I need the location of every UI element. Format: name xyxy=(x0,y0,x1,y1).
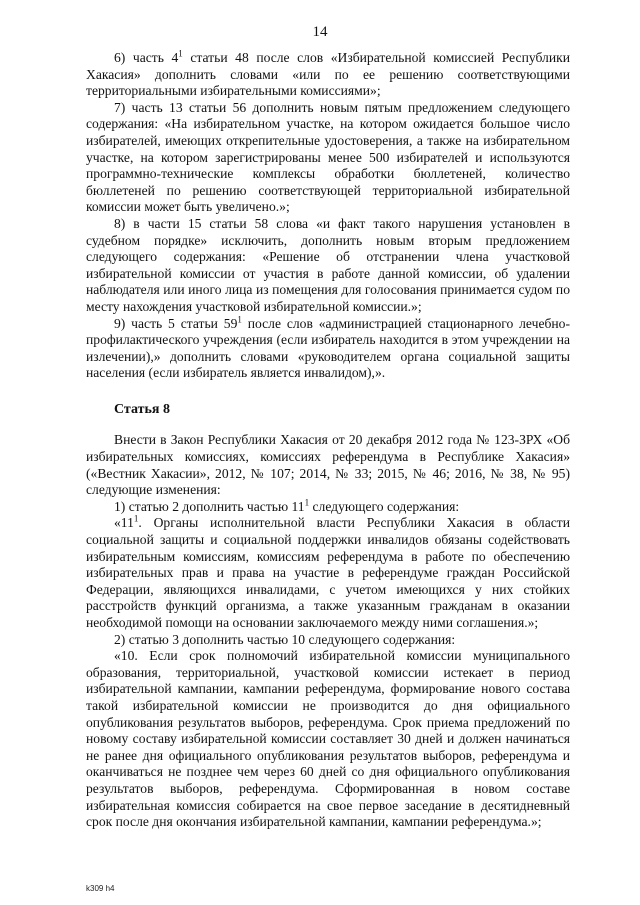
paragraph-change-2: 2) статью 3 дополнить частью 10 следующего содержания: xyxy=(114,631,456,647)
paragraph-item-8: 8) в части 15 статьи 58 слова «и факт такого нарушения установлен в судебном порядке» исключить, дополнить новым вторым предложением следующего содержания: «Решение об отстранении члена участковой избирательной комиссии от участия в работе данной комиссии, об удалении наблюдателя или иного лица из помещения для голосования принимается судом по месту нахождения участковой избирательной комиссии.»; xyxy=(86,215,570,314)
paragraph-part-10: «10. Если срок полномочий избирательной комиссии муниципального образования, территориальной, участковой комиссии истекает в период избирательной кампании, кампании референдума, формирование нового состава такой избирательной комиссии не производится до дня официального опубликования результатов выборов, референдума. Срок приема предложений по новому составу избирательной комиссии составляет 30 дней и должен начинаться не ранее дня официального опубликования результатов выборов, референдума и оканчиваться не позднее чем через 60 дней со дня официального опубликования результатов выборов, референдума. Сформированная в новом составе избирательная комиссия собирается на свое первое заседание в десятидневный срок после дня окончания избирательной кампании, кампании референдума.»; xyxy=(86,648,570,830)
footer-code: k309 h4 xyxy=(86,884,115,893)
paragraph-item-6: 6) часть $4^1$ статьи 48 после слов «Избирательной комиссией Республики Хакасия» дополнить словами «или по ее решению соответствующими территориальными избирательными комиссиями»; xyxy=(86,48,570,99)
page-number: 14 xyxy=(312,24,328,40)
document-body xyxy=(86,50,570,831)
paragraph-change-1: 1) статью 2 дополнить частью $11^1$ следующего содержания: xyxy=(114,497,460,514)
paragraph-article-intro: Внести в Закон Республики Хакасия от 20 декабря 2012 года № 123-ЗРХ «Об избирательных комиссиях, комиссиях референдума в Республике Хакасия» («Вестник Хакасии», 2012, № 107; 2014, № 33; 2015, № 46; 2016, № 38, № 95) следующие изменения: xyxy=(86,432,570,498)
paragraph-item-9: 9) часть 5 статьи $59^1$ после слов «администрацией стационарного лечебно-профилактического учреждения (если избиратель находится в этом учреждении на излечении),» дополнить словами «руководителем органа социальной защиты населения (если избиратель является инвалидом),». xyxy=(86,313,570,381)
article-heading: Статья 8 xyxy=(114,401,170,417)
paragraph-part-11-1: «$11^1$. Органы исполнительной власти Республики Хакасия в области социальной защиты и социальной поддержки инвалидов обязаны содействовать избирательным комиссиям, комиссиям референдума в работе по обеспечению избирательных прав и права на участие в референдуме граждан Российской Федерации, являющихся инвалидами, с учетом имеющихся у них стойких расстройств функций организма, а также указанным гражданам в оказании необходимой помощи на основании заключаемого между ними соглашения.»; xyxy=(86,513,570,630)
paragraph-item-7: 7) часть 13 статьи 56 дополнить новым пятым предложением следующего содержания: «На избирательном участке, на котором ожидается большое число избирателей, имеющих открепительные удостоверения, а также на избирательном участке, на котором зарегистрированы менее 500 избирателей и используются программно-технические комплексы обработки бюллетеней, количество бюллетеней по решению соответствующей территориальной избирательной комиссии может быть увеличено.»; xyxy=(86,99,570,215)
